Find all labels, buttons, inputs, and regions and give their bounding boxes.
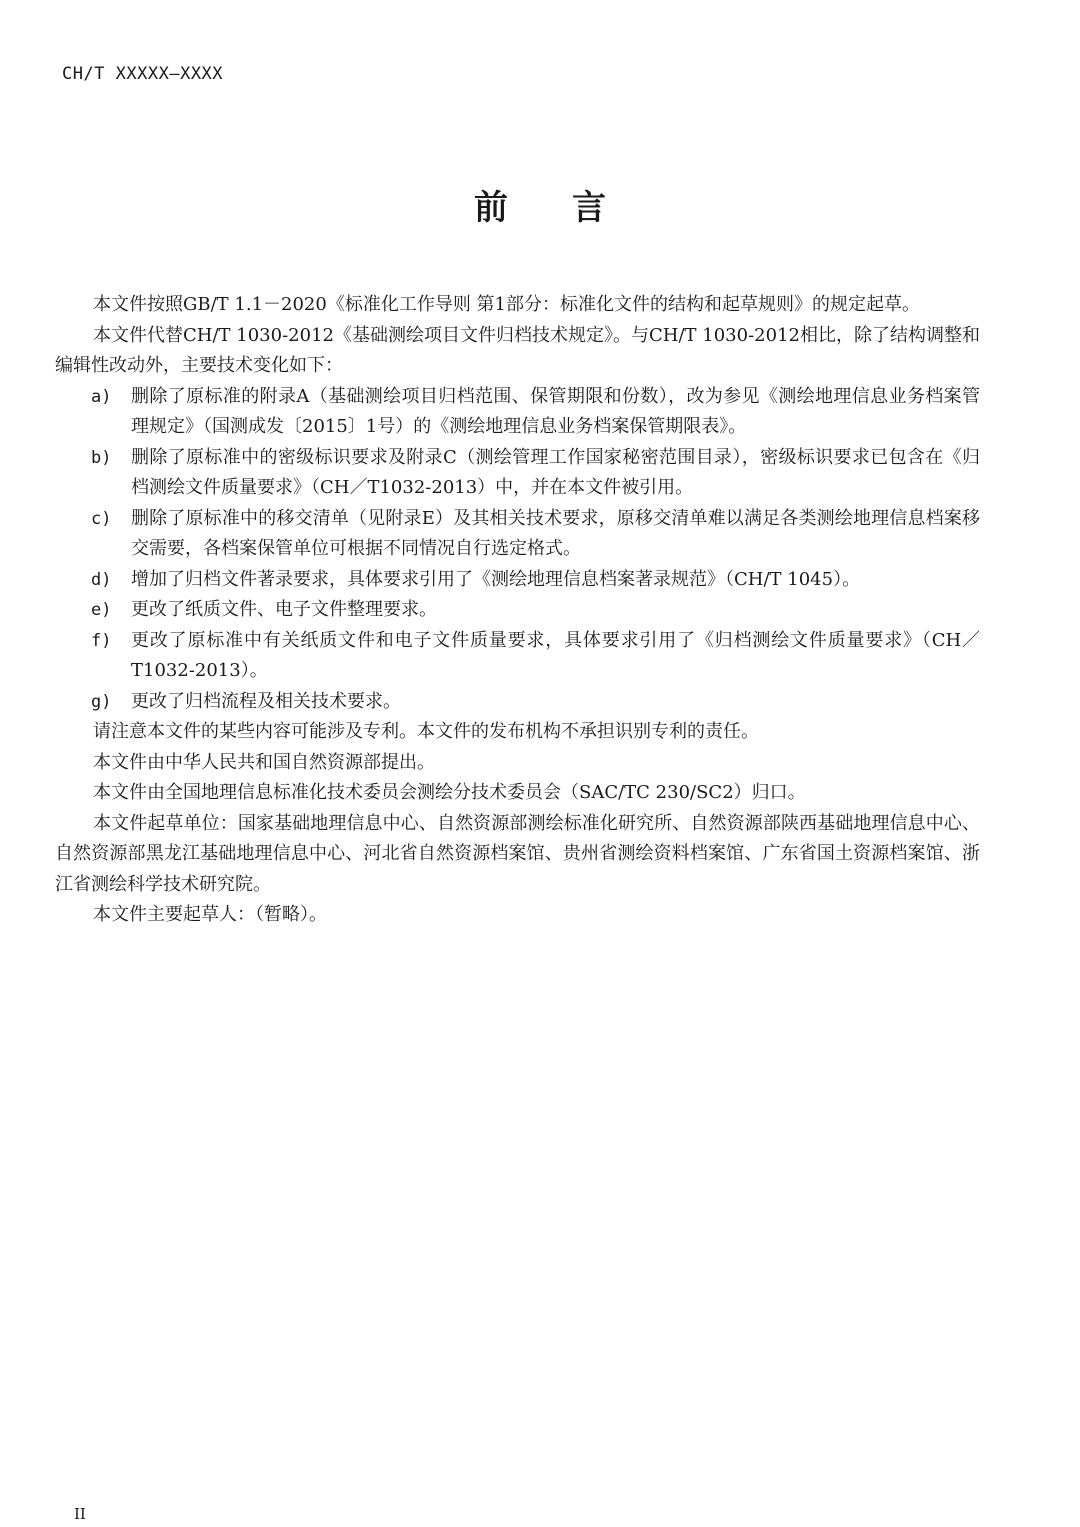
change-item-b	[91, 443, 980, 504]
item-marker: e)	[91, 600, 112, 620]
paragraph-replacement: 本文件代替CH/T 1030-2012《基础测绘项目文件归档技术规定》。与CH/T 1030-2012相比，除了结构调整和编辑性改动外，主要技术变化如下：	[55, 324, 980, 376]
standard-code: CH/T XXXXX—XXXX	[62, 64, 224, 84]
foreword-body	[55, 290, 980, 931]
change-item-e	[91, 595, 980, 626]
change-item-d	[91, 565, 980, 596]
change-item-c	[91, 504, 980, 565]
item-marker: d)	[91, 569, 112, 590]
item-marker: g)	[91, 691, 112, 712]
page-title	[0, 180, 1080, 229]
item-text: 更改了归档流程及相关技术要求。	[131, 690, 401, 712]
item-marker: b)	[91, 447, 112, 468]
item-text: 删除了原标准中的密级标识要求及附录C（测绘管理工作国家秘密范围目录），密级标识要求已包含在《归档测绘文件质量要求》（CH／T1032-2013）中，并在本文件被引用。	[131, 446, 980, 498]
item-text: 增加了归档文件著录要求，具体要求引用了《测绘地理信息档案著录规范》（CH/T 1045）。	[131, 568, 861, 590]
title-char-2: 言	[572, 188, 606, 228]
paragraph-patent-notice: 请注意本文件的某些内容可能涉及专利。本文件的发布机构不承担识别专利的责任。	[93, 721, 759, 742]
title-char-1: 前	[474, 188, 508, 228]
paragraph-drafters: 本文件主要起草人：（暂略）。	[93, 904, 327, 925]
paragraph-centralized-by: 本文件由全国地理信息标准化技术委员会测绘分技术委员会（SAC/TC 230/SC2）归口。	[93, 782, 806, 803]
paragraph-drafting-units: 本文件起草单位：国家基础地理信息中心、自然资源部测绘标准化研究所、自然资源部陕西基础地理信息中心、自然资源部黑龙江基础地理信息中心、河北省自然资源档案馆、贵州省测绘资料档案馆、广东省国土资源档案馆、浙江省测绘科学技术研究院。	[55, 812, 980, 895]
item-marker: f)	[91, 630, 112, 651]
change-item-g	[91, 687, 980, 718]
item-text: 删除了原标准中的移交清单（见附录E）及其相关技术要求，原移交清单难以满足各类测绘地理信息档案移交需要，各档案保管单位可根据不同情况自行选定格式。	[131, 507, 980, 559]
item-marker: c)	[91, 508, 112, 529]
change-item-a	[91, 382, 980, 443]
paragraph-proposed-by: 本文件由中华人民共和国自然资源部提出。	[93, 751, 435, 773]
item-text: 更改了纸质文件、电子文件整理要求。	[131, 599, 437, 620]
paragraph-structure-rule: 本文件按照GB/T 1.1－2020《标准化工作导则 第1部分：标准化文件的结构和起草规则》的规定起草。	[93, 294, 921, 315]
item-text: 更改了原标准中有关纸质文件和电子文件质量要求，具体要求引用了《归档测绘文件质量要求》（CH／T1032-2013）。	[131, 629, 980, 681]
change-item-f	[91, 626, 980, 687]
item-text: 删除了原标准的附录A（基础测绘项目归档范围、保管期限和份数），改为参见《测绘地理信息业务档案管理规定》（国测成发〔2015〕1号）的《测绘地理信息业务档案保管期限表》。	[131, 385, 980, 437]
item-marker: a)	[91, 386, 112, 407]
page-number: II	[74, 1505, 86, 1523]
